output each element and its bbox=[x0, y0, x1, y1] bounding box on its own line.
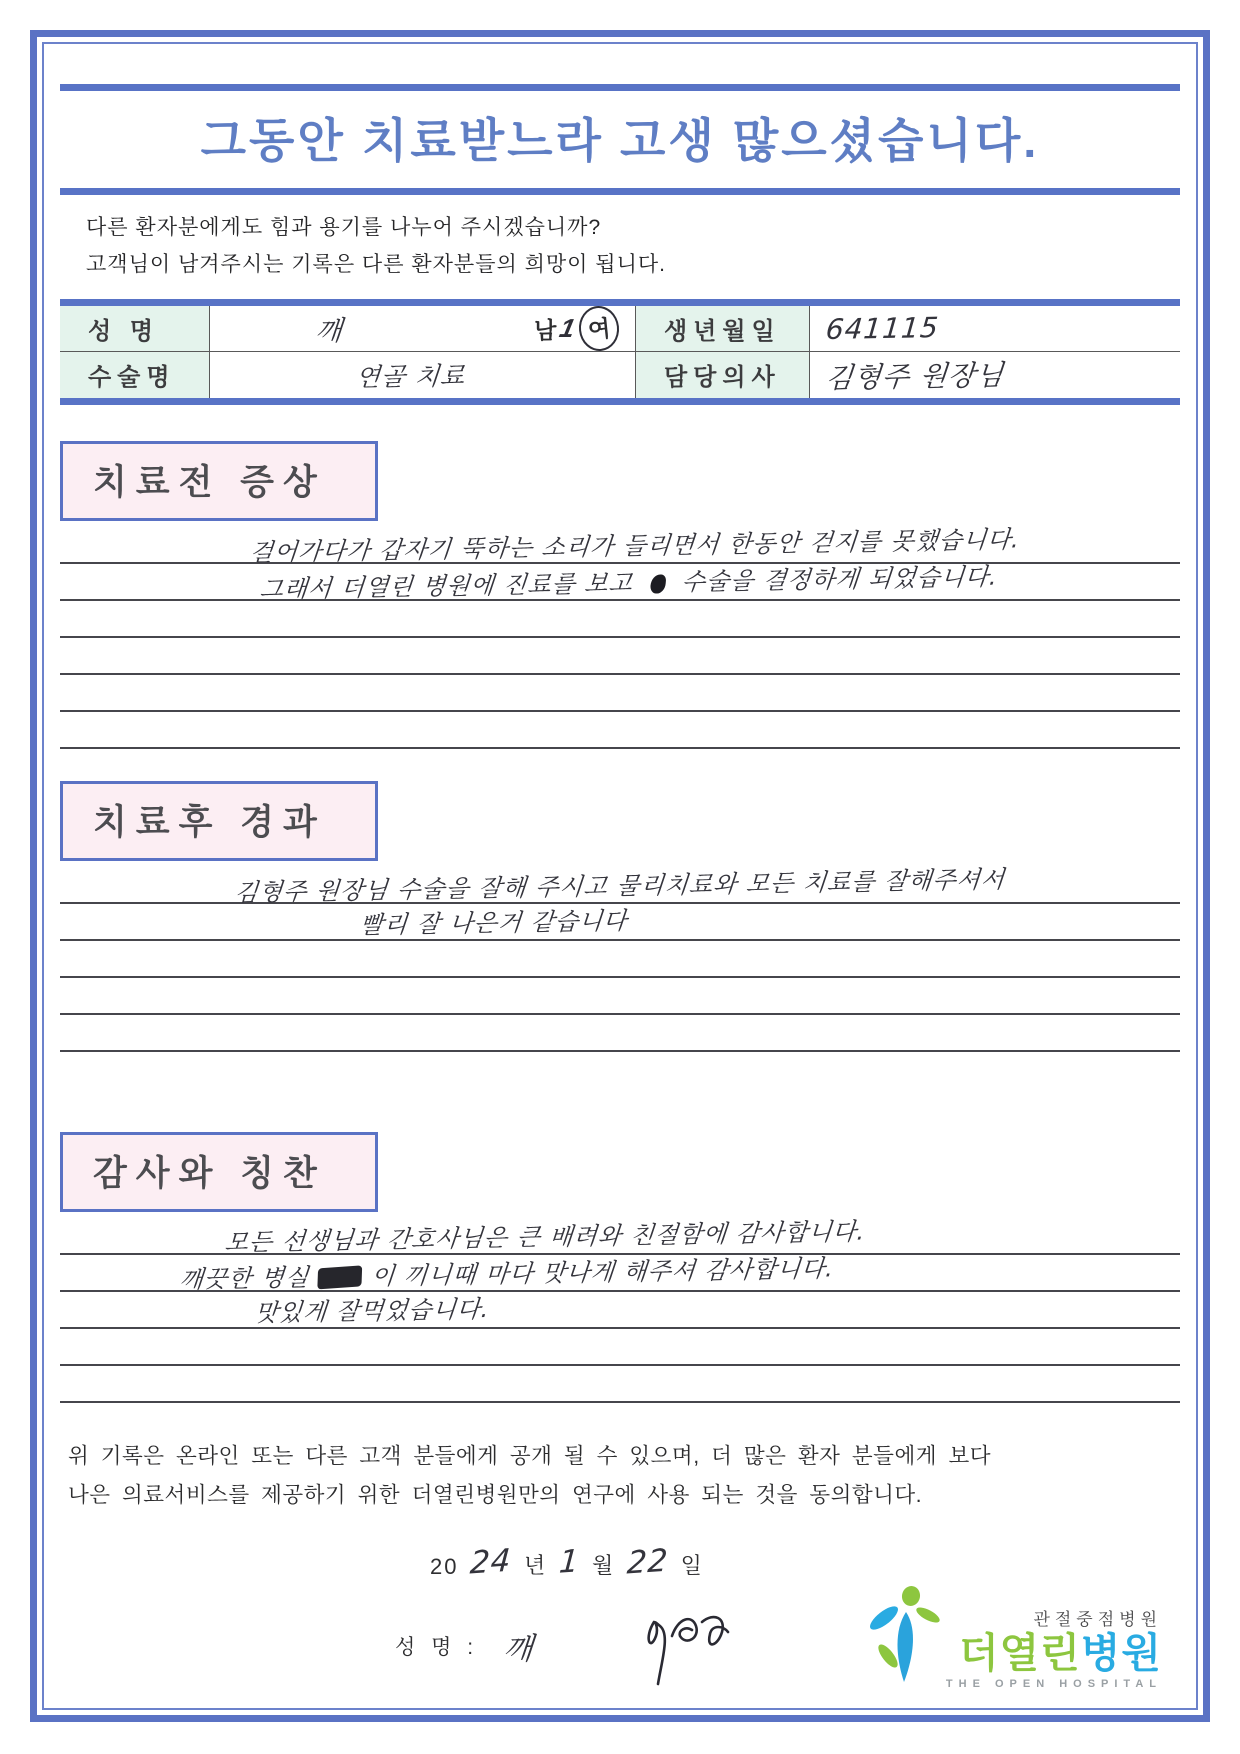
section-1-lines bbox=[60, 524, 1180, 749]
ink-blot bbox=[650, 574, 667, 593]
date-prefix: 20 bbox=[430, 1554, 459, 1580]
handwritten-line: 그래서 더열린 병원에 진료를 보고 수술을 결정하게 되었습니다. bbox=[258, 562, 1000, 603]
handwritten-line: 빨리 잘 나은거 같습니다 bbox=[358, 906, 629, 939]
ruled-line bbox=[60, 978, 1180, 1015]
date-month-handwritten: 1 bbox=[557, 1543, 582, 1581]
surgery-label: 수술명 bbox=[60, 352, 210, 398]
gender-field bbox=[534, 306, 619, 351]
signer-name-handwritten: 깨 bbox=[502, 1631, 536, 1668]
ruled-line bbox=[60, 1292, 1180, 1329]
doctor-handwritten: 김형주 원장님 bbox=[824, 357, 1006, 395]
doctor-label: 담당의사 bbox=[635, 352, 810, 398]
birthdate-label: 생년월일 bbox=[635, 306, 810, 352]
ruled-line bbox=[60, 1329, 1180, 1366]
handwritten-line: 모든 선생님과 간호사님은 큰 배려와 친절함에 감사합니다. bbox=[223, 1216, 867, 1257]
birthdate-handwritten: 641115 bbox=[824, 310, 941, 346]
surgery-handwritten: 연골 치료 bbox=[354, 360, 467, 392]
intro-line-1: 다른 환자분에게도 힘과 용기를 나누어 주시겠습니까? bbox=[86, 216, 602, 239]
logo-hospital-name: 더열린병원 bbox=[958, 1629, 1162, 1676]
ruled-line bbox=[60, 1015, 1180, 1052]
scribbled-out-word bbox=[317, 1265, 362, 1289]
consent-statement bbox=[60, 1437, 1180, 1517]
ruled-line bbox=[60, 864, 1180, 907]
section-2-lines bbox=[60, 864, 1180, 1052]
intro-line-2: 고객님이 남겨주시는 기록은 다른 환자분들의 희망이 됩니다. bbox=[86, 252, 666, 276]
table-row bbox=[60, 306, 1180, 352]
doctor-value-cell bbox=[810, 352, 1180, 398]
ruled-line bbox=[60, 638, 1180, 675]
hospital-logo-text bbox=[946, 1605, 1162, 1690]
ruled-line bbox=[60, 712, 1180, 749]
page-border-inner bbox=[42, 42, 1198, 1710]
name-value-cell bbox=[210, 306, 635, 352]
consent-line-2: 나은 의료서비스를 제공하기 위한 더열린병원만의 연구에 사용 되는 것을 동의합니다. bbox=[68, 1483, 923, 1508]
date-day-handwritten: 22 bbox=[625, 1542, 670, 1582]
consent-line-1: 위 기록은 온라인 또는 다른 고객 분들에게 공개 될 수 있으며, 더 많은 환자 분들에게 보다 bbox=[68, 1443, 991, 1468]
surgery-value-cell bbox=[210, 352, 635, 398]
ruled-line bbox=[60, 1218, 1180, 1255]
date-year-suffix: 년 bbox=[523, 1553, 548, 1579]
page-border-outer bbox=[30, 30, 1210, 1722]
name-label: 성 명 bbox=[60, 306, 210, 352]
logo-tagline-top: 관절중점병원 bbox=[1033, 1609, 1162, 1629]
handwritten-line: 김형주 원장님 수술을 잘해 주시고 물리치료와 모든 치료를 잘해주셔서 bbox=[233, 864, 1007, 907]
section-thanks-and-praise bbox=[60, 1132, 378, 1212]
patient-info-table bbox=[60, 299, 1180, 405]
signer-name-label: 성 명 : bbox=[395, 1636, 479, 1660]
section-heading: 감사와 칭찬 bbox=[93, 1153, 326, 1193]
gender-slash-mark: 1 bbox=[557, 312, 579, 343]
signature-scribble bbox=[620, 1602, 750, 1690]
ruled-line bbox=[60, 675, 1180, 712]
handwritten-line: 맛있게 잘먹었습니다. bbox=[253, 1294, 491, 1327]
hospital-logo bbox=[864, 1582, 1162, 1690]
section-heading: 치료후 경과 bbox=[93, 802, 326, 842]
ruled-line bbox=[60, 1366, 1180, 1403]
intro-text bbox=[60, 195, 1180, 294]
date-month-suffix: 월 bbox=[591, 1553, 616, 1579]
ruled-line bbox=[60, 1255, 1180, 1292]
ruled-line bbox=[60, 564, 1180, 601]
date-day-suffix: 일 bbox=[680, 1553, 704, 1579]
handwritten-line: 걸어가다가 갑자기 뚝하는 소리가 들리면서 한동안 걷지를 못했습니다. bbox=[248, 524, 1022, 567]
ruled-line bbox=[60, 941, 1180, 978]
form-title: 그동안 치료받느라 고생 많으셨습니다. bbox=[200, 114, 1040, 167]
hospital-logo-icon bbox=[864, 1582, 942, 1690]
ruled-line bbox=[60, 601, 1180, 638]
ruled-line bbox=[60, 524, 1180, 567]
handwritten-line: 깨끗한 병실 이 끼니때 마다 맛나게 해주셔 감사합니다. bbox=[178, 1253, 836, 1294]
gender-male-label: 남 bbox=[534, 316, 557, 343]
section-post-treatment-progress bbox=[60, 781, 378, 861]
gender-female-circled: 여 bbox=[577, 304, 622, 353]
date-field bbox=[430, 1544, 1180, 1580]
birthdate-value-cell bbox=[810, 306, 1180, 352]
logo-tagline-bottom: THE OPEN HOSPITAL bbox=[945, 1678, 1162, 1691]
section-3-lines bbox=[60, 1218, 1180, 1403]
section-pre-treatment-symptoms bbox=[60, 441, 378, 521]
section-heading: 치료전 증상 bbox=[93, 462, 326, 502]
ruled-line bbox=[60, 904, 1180, 941]
footer-area bbox=[60, 1544, 1180, 1754]
table-row bbox=[60, 352, 1180, 398]
title-banner bbox=[60, 84, 1180, 195]
name-handwritten: 깨 bbox=[314, 315, 345, 347]
date-year-handwritten: 24 bbox=[469, 1542, 514, 1582]
